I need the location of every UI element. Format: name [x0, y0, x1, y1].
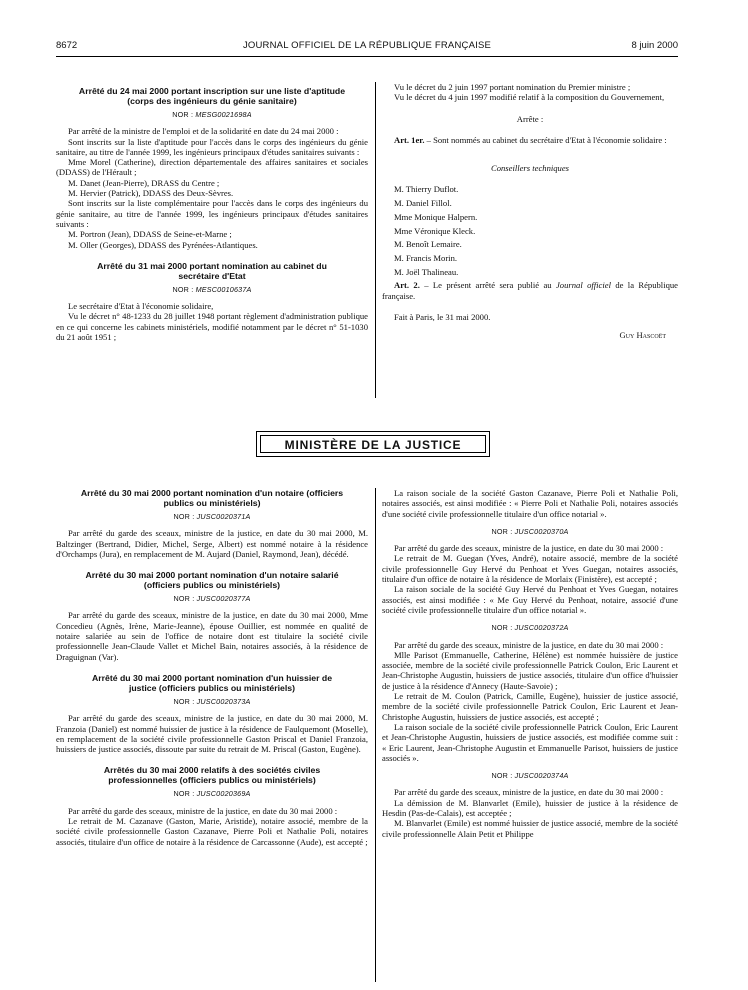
paragraph: Par arrêté du garde des sceaux, ministre de la justice, en date du 30 mai 2000 :	[394, 543, 664, 554]
article-title: Arrêté du 30 mai 2000 portant nomination d'un notaire salarié (officiers publics ou ministériels)	[85, 570, 339, 591]
nor-prefix: NOR :	[172, 284, 196, 294]
list-item: M. Joël Thalineau.	[394, 266, 459, 277]
arrete-line: Arrête :	[516, 113, 544, 124]
article-title: Arrêté du 30 mai 2000 portant nomination d'un notaire (officiers publics ou ministériels)	[80, 488, 344, 508]
paragraph: Le retrait de M. Coulon (Patrick, Camille, Eugène), huissier de justice associé, membre de la société civile professionnelle Patrick Coulon, Eric Laurent et Jean-Christophe Augustin, huissiers de justice associés, est accepté ;	[382, 691, 678, 722]
nor-reference	[56, 512, 368, 522]
nor-prefix: NOR :	[173, 696, 197, 706]
nor-reference	[56, 110, 368, 120]
article-2	[382, 280, 678, 301]
names-list	[382, 184, 678, 276]
paragraph: Mlle Parisot (Emmanuelle, Catherine, Hélène) est nommée huissière de justice associée, membre de la société civile professionnelle Patrick Coulon, Eric Laurent et Jean-Christophe Augustin, huissiers de justice associés, titulaire d'un office d'huissier de justice à la résidence d'Annecy (Haute-Savoie) ;	[382, 649, 678, 691]
journal-name: Journal officiel	[555, 280, 611, 291]
page-number: 8672	[56, 40, 78, 51]
list-item: M. Benoît Lemaire.	[394, 239, 462, 250]
article-title: Arrêté du 30 mai 2000 portant nomination d'un huissier de justice (officiers publics ou ministériels)	[91, 672, 333, 693]
nor-reference	[56, 697, 368, 707]
nor-reference	[382, 623, 678, 633]
paragraph: Vu le décret du 4 juin 1997 modifié relatif à la composition du Gouvernement,	[394, 92, 665, 103]
article-1	[382, 135, 678, 145]
nor-code: JUSC0020377A	[196, 594, 251, 604]
journal-title: JOURNAL OFFICIEL DE LA RÉPUBLIQUE FRANÇAISE	[242, 40, 492, 51]
nor-prefix: NOR :	[173, 789, 197, 799]
header-rule	[56, 56, 678, 57]
paragraph: Mme Morel (Catherine), direction départementale des affaires sanitaires et sociales (DDASS) de l'Hérault ;	[56, 157, 368, 178]
paragraph: M. Hervier (Patrick), DDASS des Deux-Sèvres.	[68, 188, 234, 199]
list-item: M. Francis Morin.	[394, 252, 458, 263]
nor-prefix: NOR :	[491, 526, 515, 536]
nor-reference	[56, 285, 368, 295]
section-heading: Conseillers techniques	[490, 163, 570, 174]
paragraph: Vu le décret du 2 juin 1997 portant nomination du Premier ministre ;	[394, 82, 631, 92]
paragraph: Par arrêté du garde des sceaux, ministre de la justice, en date du 30 mai 2000, M. Baltzinger (Bertrand, Didier, Michel, Serge, Albert) est nommé notaire à la résidence d'Orchamps (Jura), en remplacement de M. Aujard (Daniel, Raymond, Jean), décédé.	[56, 528, 368, 559]
nor-reference	[56, 789, 368, 799]
ministry-title: MINISTÈRE DE LA JUSTICE	[260, 435, 486, 453]
article-text: de la République française.	[382, 280, 678, 301]
column-top-left	[56, 86, 368, 396]
list-item: M. Thierry Duflot.	[394, 184, 459, 195]
nor-code: MESC0010637A	[195, 284, 252, 294]
paragraph: Par arrêté du garde des sceaux, ministre de la justice, en date du 30 mai 2000 :	[394, 639, 664, 650]
paragraph: Par arrêté du garde des sceaux, ministre de la justice, en date du 30 mai 2000, M. Franzoia (Daniel) est nommé huissier de justice à la résidence de Faulquemont (Moselle), en remplacement de la société civile professionnelle Gaston Priscal et Daniel Franzoia, huissiers de justice associés, dissoute par suite du retrait de M. Priscal (Gaston, Eugène).	[56, 713, 368, 755]
paragraph: M. Blanvarlet (Emile) est nommé huissier de justice associé, membre de la société civile professionnelle Alain Petit et Philippe	[382, 818, 678, 839]
paragraph: Par arrêté du garde des sceaux, ministre de la justice, en date du 30 mai 2000 :	[68, 805, 338, 816]
paragraph: Le retrait de M. Cazanave (Gaston, Marie, Aristide), notaire associé, membre de la société civile professionnelle Gaston Cazanave, Pierre Poli et Nathalie Poli, notaires associés, titulaire d'un office de notaire à la résidence de Carcassonne (Aude), est accepté ;	[56, 816, 368, 847]
nor-code: JUSC0020370A	[514, 526, 569, 536]
nor-reference	[382, 771, 678, 781]
paragraph: Par arrêté du garde des sceaux, ministre de la justice, en date du 30 mai 2000, Mme Concedieu (Agnès, Irène, Marie-Jeanne), épouse Ouillier, est nommée en qualité de notaire salariée au sein de l'office de notaire dont est titulaire la société civile professionnelle Jean-Claude Vallet et Michel Bain, notaires associés, à la résidence de Draguignan (Var).	[56, 610, 368, 662]
paragraph: Par arrêté du garde des sceaux, ministre de la justice, en date du 30 mai 2000 :	[394, 787, 664, 798]
list-item: Mme Véronique Kleck.	[394, 225, 476, 236]
nor-code: JUSC0020372A	[514, 623, 569, 633]
paragraph: La démission de M. Blanvarlet (Emile), huissier de justice à la résidence de Hesdin (Pas-de-Calais), est acceptée ;	[382, 797, 678, 819]
article-title: Arrêté du 31 mai 2000 portant nomination au cabinet du secrétaire d'Etat	[97, 260, 327, 281]
issue-date: 8 juin 2000	[631, 40, 678, 51]
article-label: Art. 1er.	[394, 134, 425, 145]
nor-reference	[382, 527, 678, 537]
nor-reference	[56, 594, 368, 604]
article-label: Art. 2.	[394, 280, 420, 291]
list-item: Mme Monique Halpern.	[394, 211, 478, 222]
column-bottom-left	[56, 488, 368, 978]
paragraph: M. Portron (Jean), DDASS de Seine-et-Marne ;	[68, 229, 232, 240]
column-top-right	[382, 82, 678, 392]
paragraph: M. Danet (Jean-Pierre), DRASS du Centre ;	[68, 177, 220, 188]
date-line: Fait à Paris, le 31 mai 2000.	[394, 311, 491, 322]
paragraph: La raison sociale de la société Gaston Cazanave, Pierre Poli et Nathalie Poli, notaires associés, est ainsi modifiée : « Pierre Poli et Nathalie Poli, notaires associés d'une société civile professionnelle titulaire d'un office notarial ».	[382, 488, 678, 519]
nor-prefix: NOR :	[172, 110, 196, 119]
nor-prefix: NOR :	[173, 512, 197, 521]
paragraph: M. Oller (Georges), DDASS des Pyrénées-Atlantiques.	[68, 239, 258, 250]
nor-code: JUSC0020369A	[196, 789, 251, 799]
article-title: Arrêtés du 30 mai 2000 relatifs à des sociétés civiles professionnelles (officiers publics ou ministériels)	[103, 765, 321, 786]
column-bottom-right	[382, 488, 678, 978]
nor-code: JUSC0020371A	[196, 512, 251, 521]
column-divider	[375, 488, 376, 982]
nor-prefix: NOR :	[491, 623, 515, 633]
nor-code: JUSC0020373A	[196, 696, 251, 706]
paragraph: La raison sociale de la société Guy Hervé du Penhoat et Yves Guegan, notaires associés, est ainsi modifiée : « Me Guy Hervé du Penhoat, notaire, associé d'une société civile professionnelle titulaire d'un office notarial ».	[382, 584, 678, 615]
nor-code: JUSC0020374A	[514, 771, 569, 781]
signature: Guy Hascoët	[619, 330, 666, 341]
paragraph: Le secrétaire d'Etat à l'économie solidaire,	[68, 301, 214, 312]
paragraph: Par arrêté de la ministre de l'emploi et de la solidarité en date du 24 mai 2000 :	[68, 126, 339, 137]
paragraph: La raison sociale de la société civile professionnelle Patrick Coulon, Eric Laurent et Jean-Christophe Augustin, huissiers de justice associés, est modifiée comme suit : « Eric Laurent, Jean-Christophe Augustin et Emmanuelle Parisot, huissiers de justice associés ».	[382, 721, 678, 763]
nor-code: MESG0021698A	[195, 110, 252, 119]
column-divider	[375, 82, 376, 398]
nor-prefix: NOR :	[491, 771, 515, 781]
article-text: – Sont nommés au cabinet du secrétaire d'Etat à l'économie solidaire :	[424, 134, 667, 145]
ministry-banner	[256, 431, 490, 457]
nor-prefix: NOR :	[173, 594, 197, 604]
paragraph: Sont inscrits sur la liste d'aptitude pour l'accès dans le corps des ingénieurs du génie sanitaire, au titre de l'année 1999, les ingénieurs principaux d'études sanitaires suivants :	[56, 136, 368, 157]
paragraph: Vu le décret n° 48-1233 du 28 juillet 1948 portant règlement d'administration publique en ce qui concerne les cabinets ministériels, modifié notamment par le décret n° 51-1030 du 21 août 1951 ;	[56, 311, 368, 343]
list-item: M. Daniel Fillol.	[394, 198, 452, 209]
paragraph: Le retrait de M. Guegan (Yves, André), notaire associé, membre de la société civile professionnelle Guy Hervé du Penhoat et Yves Guegan, notaires associés, titulaire d'un office de notaire à la résidence de Morlaix (Finistère), est accepté ;	[382, 553, 678, 585]
article-text: – Le présent arrêté sera publié au	[419, 280, 556, 291]
paragraph: Sont inscrits sur la liste complémentaire pour l'accès dans le corps des ingénieurs du génie sanitaire, au titre de l'année 1999, les ingénieurs principaux d'études sanitaires suivants :	[56, 198, 368, 229]
article-title: Arrêté du 24 mai 2000 portant inscription sur une liste d'aptitude (corps des ingénieurs du génie sanitaire)	[78, 86, 346, 106]
page-header	[56, 38, 678, 54]
